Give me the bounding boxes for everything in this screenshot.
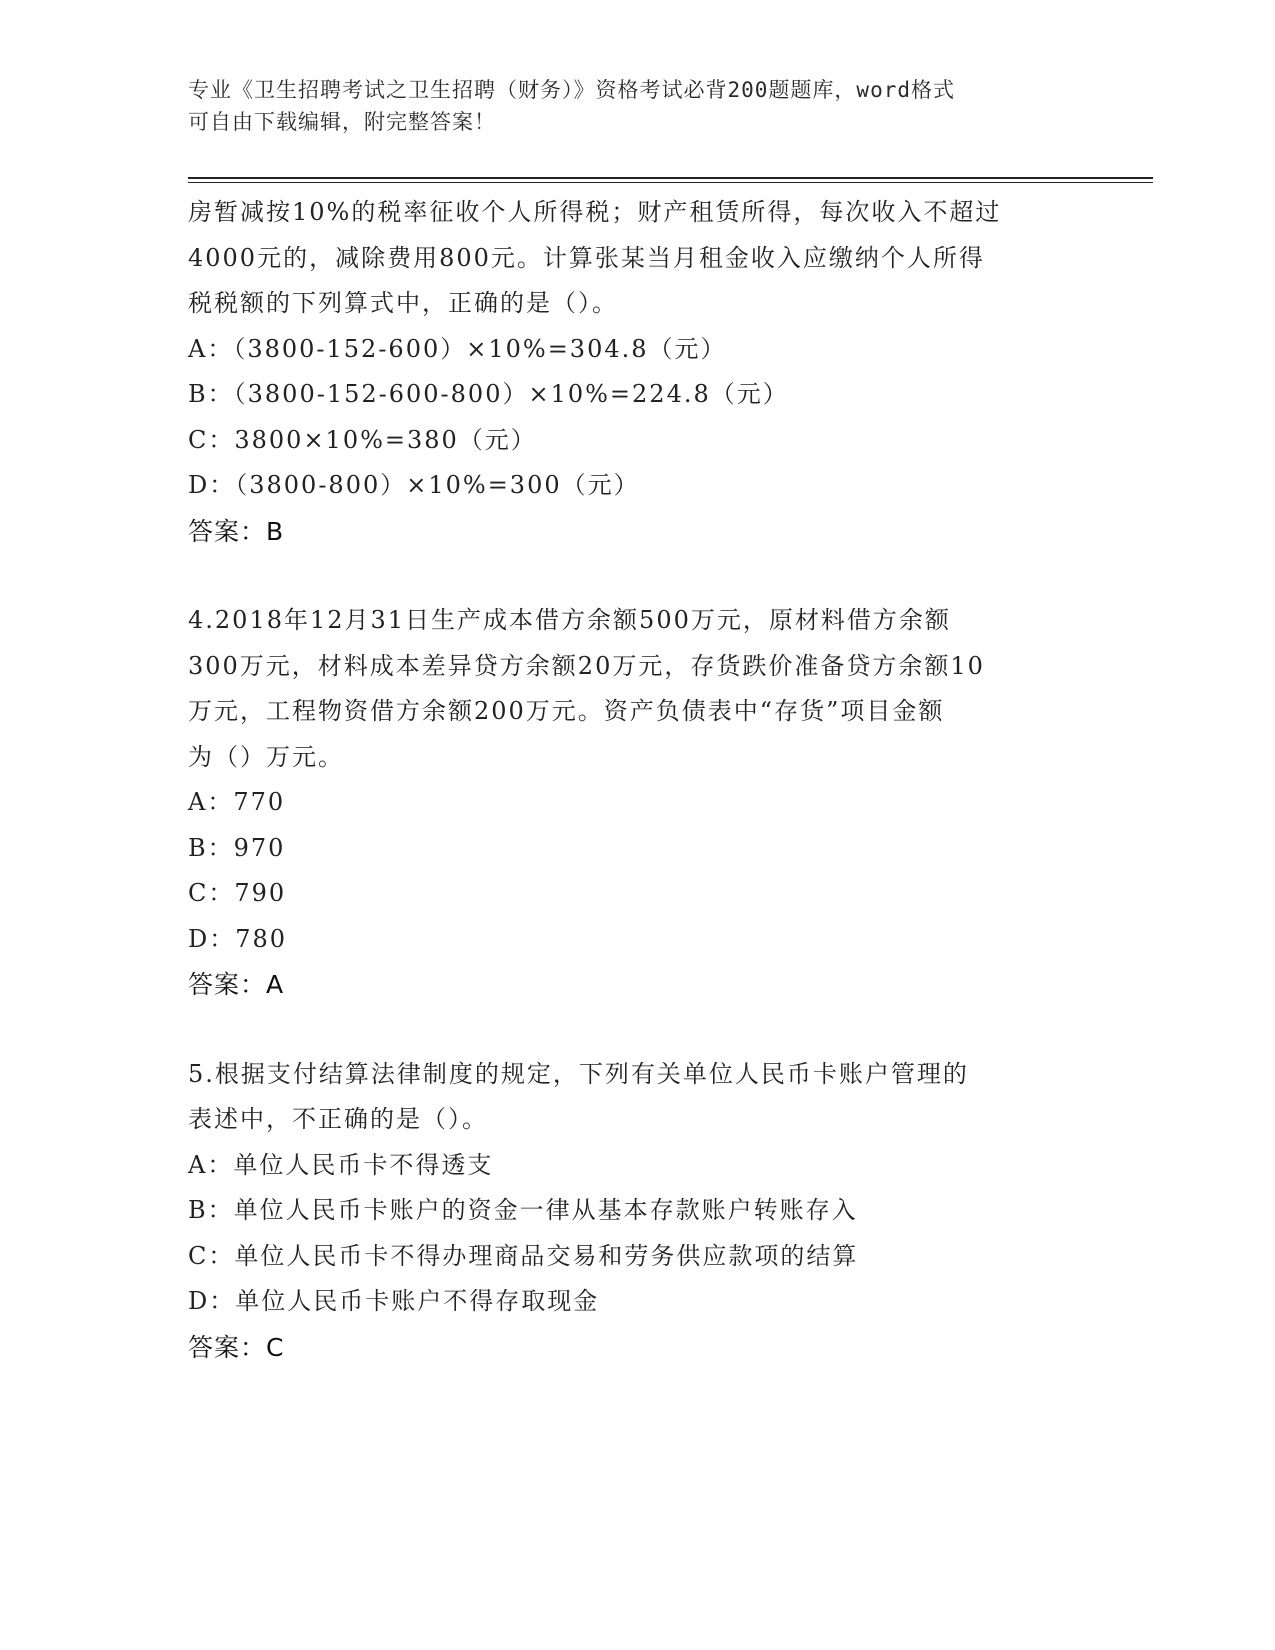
answer-label: 答案：C <box>188 1332 285 1362</box>
option-d: D：单位人民币卡账户不得存取现金 <box>188 1287 600 1315</box>
question-stem-line: 为（）万元。 <box>188 742 344 771</box>
header-title-line-2: 可自由下载编辑，附完整答案！ <box>188 110 496 134</box>
document-header <box>188 74 1088 138</box>
question-4 <box>188 598 1088 1008</box>
question-spacer <box>188 1008 1088 1052</box>
answer-label: 答案：A <box>188 970 285 999</box>
option-b: B：单位人民币卡账户的资金一律从基本存款账户转账存入 <box>188 1196 858 1224</box>
answer-label: 答案：B <box>188 516 285 546</box>
question-5 <box>188 1052 1088 1371</box>
option-c: C：单位人民币卡不得办理商品交易和劳务供应款项的结算 <box>188 1241 859 1270</box>
option-b: B：970 <box>188 833 286 862</box>
question-spacer <box>188 554 1088 598</box>
header-divider <box>188 177 1153 183</box>
question-stem-line: 税税额的下列算式中，正确的是（）。 <box>188 289 618 317</box>
question-stem-line: 5.根据支付结算法律制度的规定，下列有关单位人民币卡账户管理的 <box>188 1059 969 1088</box>
question-stem-line: 4000元的，减除费用800元。计算张某当月租金收入应缴纳个人所得 <box>188 243 985 272</box>
option-c: C：3800×10%=380（元） <box>188 425 537 454</box>
option-d: D：780 <box>188 924 288 953</box>
header-title-line-1: 专业《卫生招聘考试之卫生招聘（财务）》资格考试必背200题题库，word格式 <box>188 78 955 102</box>
option-d: D：（3800-800）×10%=300（元） <box>188 471 640 499</box>
question-stem-line: 表述中，不正确的是（）。 <box>188 1105 488 1133</box>
option-a: A：（3800-152-600）×10%=304.8（元） <box>188 334 727 363</box>
option-a: A：770 <box>188 788 286 816</box>
option-c: C：790 <box>188 879 287 907</box>
question-stem-line: 万元，工程物资借方余额200万元。资产负债表中“存货”项目金额 <box>188 697 945 725</box>
question-3 <box>188 190 1088 554</box>
question-stem-line: 4.2018年12月31日生产成本借方余额500万元，原材料借方余额 <box>188 606 951 634</box>
question-stem-line: 300万元，材料成本差异贷方余额20万元，存货跌价准备贷方余额10 <box>188 651 985 680</box>
question-list <box>188 190 1088 1370</box>
option-b: B：（3800-152-600-800）×10%=224.8（元） <box>188 380 789 408</box>
option-a: A：单位人民币卡不得透支 <box>188 1150 494 1179</box>
question-stem-line: 房暂减按10%的税率征收个人所得税；财产租赁所得，每次收入不超过 <box>188 198 1002 226</box>
